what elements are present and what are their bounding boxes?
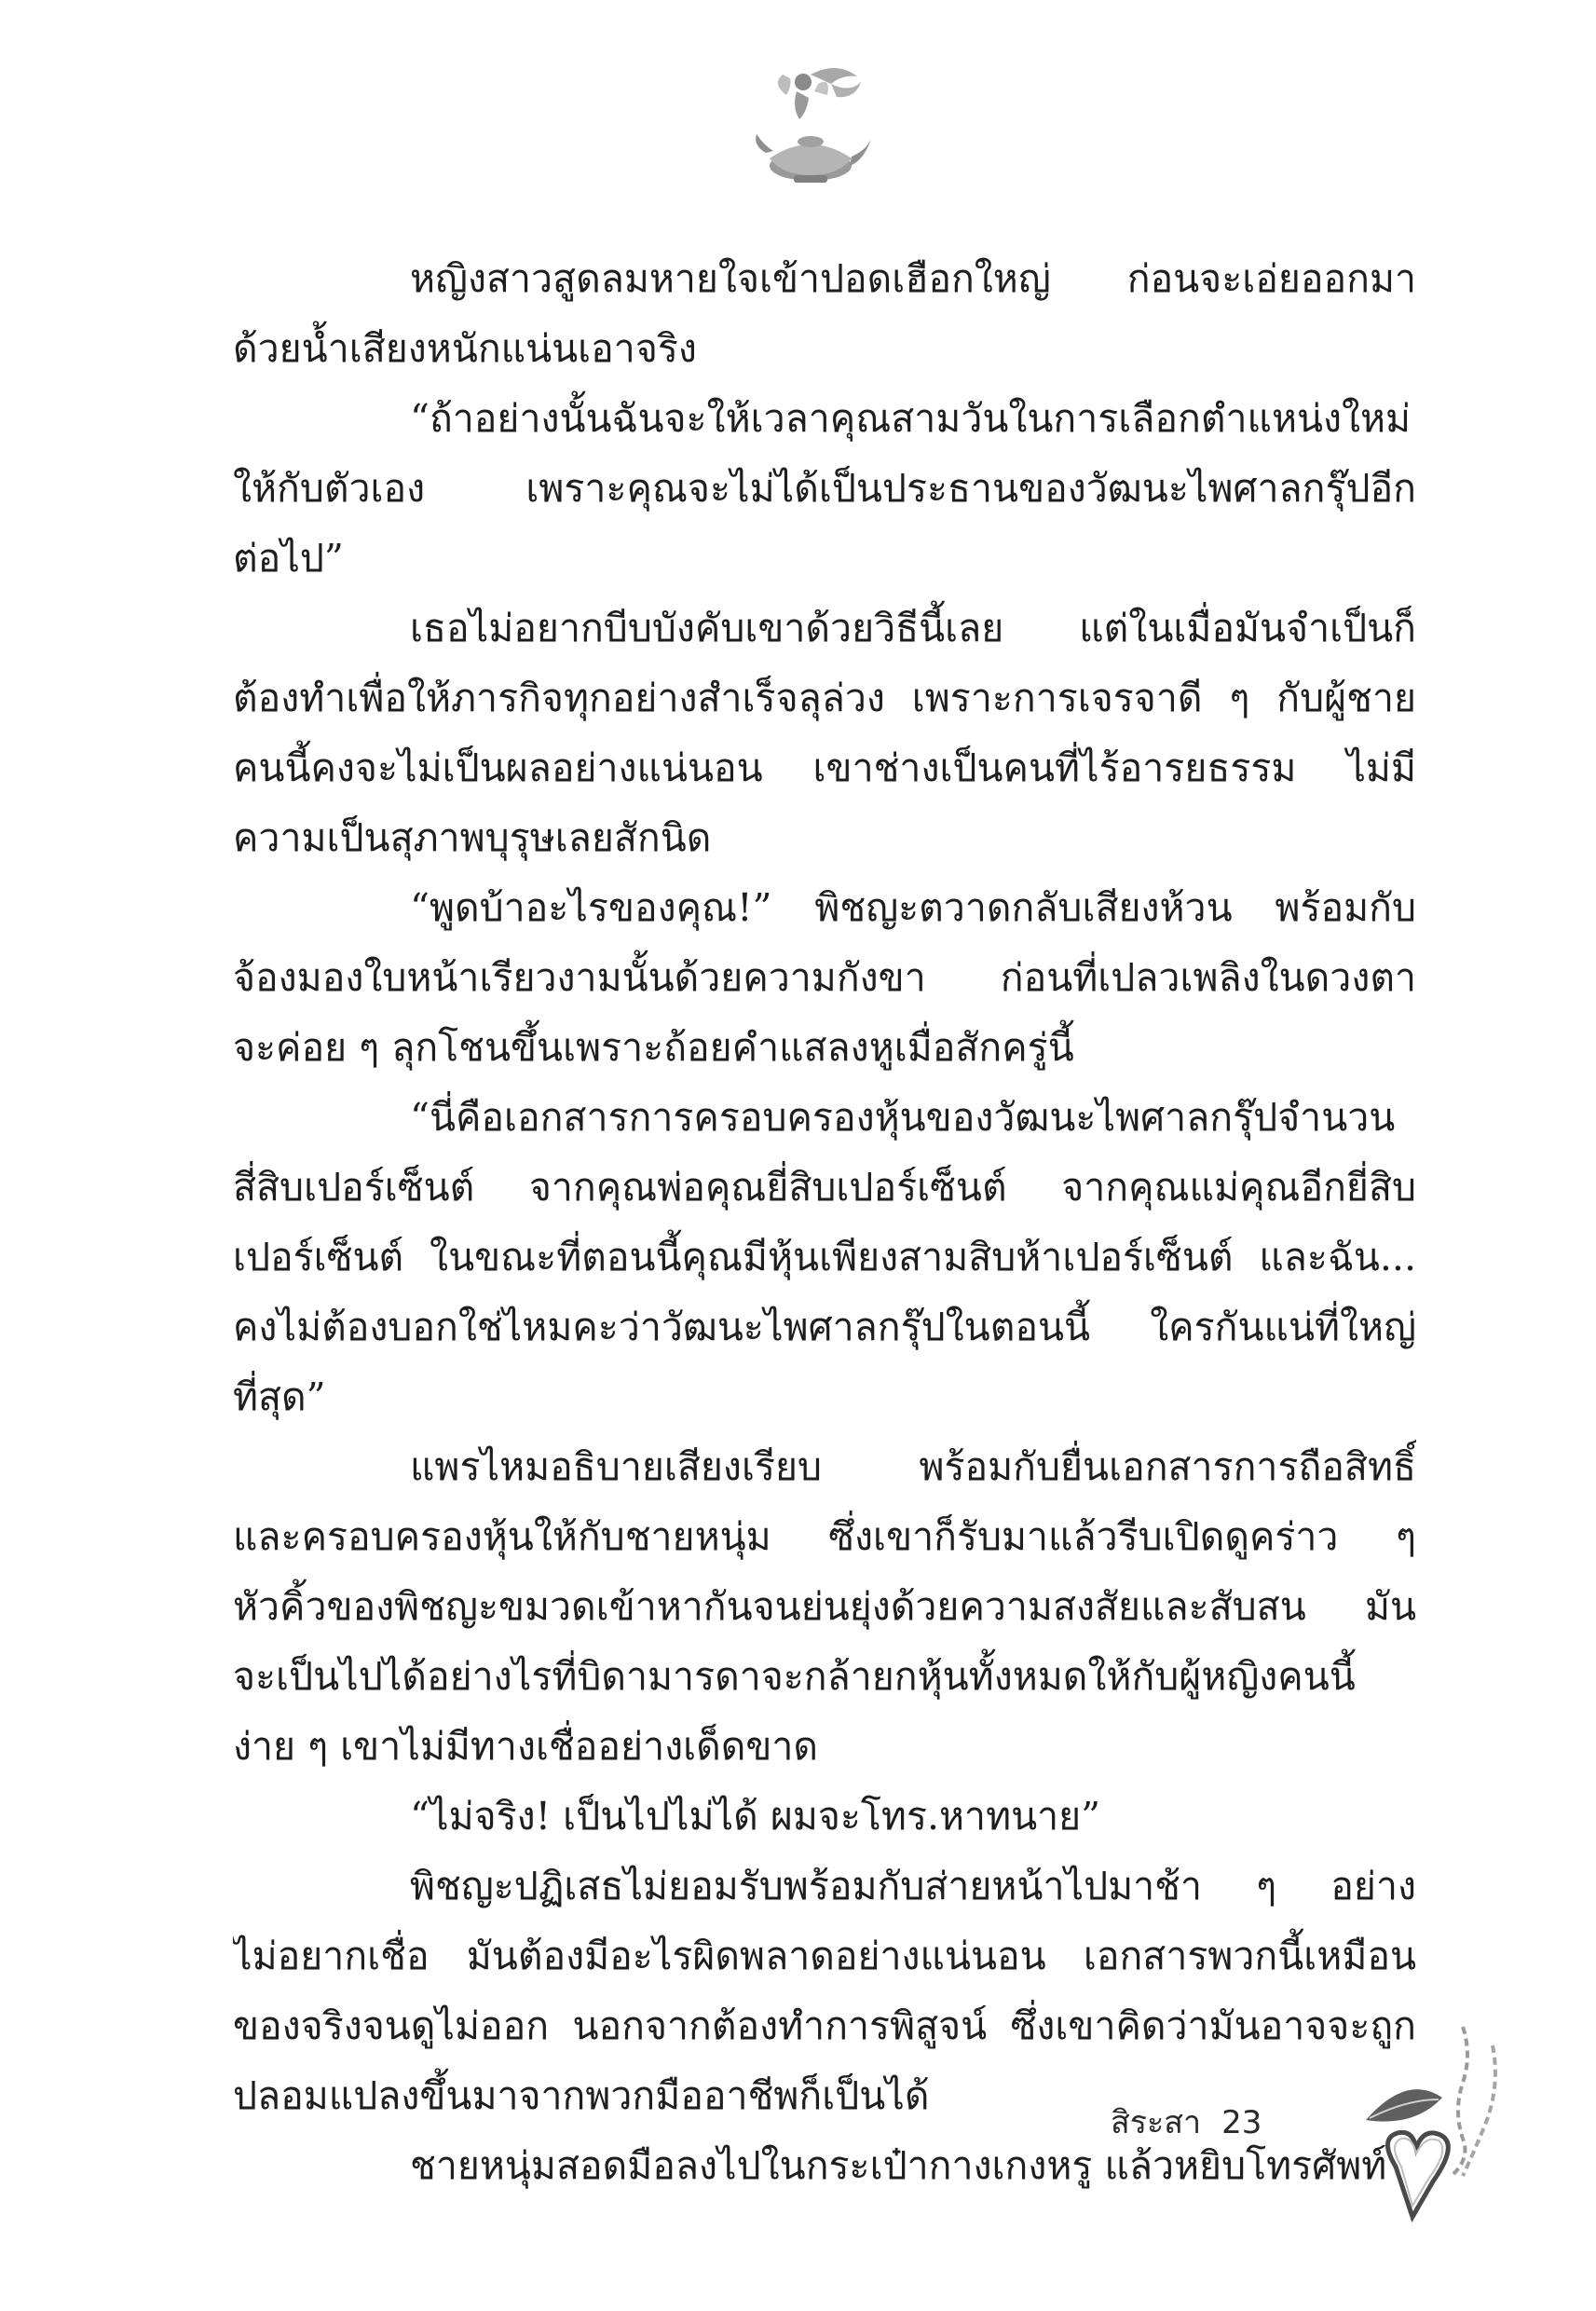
text-line: แพรไหมอธิบายเสียงเรียบ พร้อมกับยื่นเอกสารการถือสิทธิ์ — [410, 1444, 1416, 1489]
text-line: ปลอมแปลงขึ้นมาจากพวกมืออาชีพก็เป็นได้ — [233, 2073, 930, 2118]
text-line: จะค่อย ๆ ลุกโชนขึ้นเพราะถ้อยคำแสลงหูเมื่อสักครู่นี้ — [233, 1025, 1074, 1070]
text-line: ไม่อยากเชื่อ มันต้องมีอะไรผิดพลาดอย่างแน่นอน เอกสารพวกนี้เหมือน — [233, 1934, 1416, 1978]
text-line: “ไม่จริง! เป็นไปไม่ได้ ผมจะโทร.หาทนาย” — [410, 1794, 1101, 1839]
text-line: ง่าย ๆ เขาไม่มีทางเชื่ออย่างเด็ดขาด — [233, 1724, 819, 1769]
text-line: ที่สุด” — [233, 1374, 326, 1419]
text-line: ด้วยน้ำเสียงหนักแน่นเอาจริง — [233, 326, 697, 371]
heart-pendant-ornament-icon — [1323, 2017, 1509, 2250]
text-line: ให้กับตัวเอง เพราะคุณจะไม่ได้เป็นประธานของวัฒนะไพศาลกรุ๊ปอีก — [233, 466, 1416, 511]
text-line: ความเป็นสุภาพบุรุษเลยสักนิด — [233, 815, 712, 860]
text-line: หญิงสาวสูดลมหายใจเข้าปอดเฮือกใหญ่ ก่อนจะเอ่ยออกมา — [410, 256, 1416, 301]
page-number: 23 — [1221, 2104, 1262, 2141]
text-line: “นี่คือเอกสารการครอบครองหุ้นของวัฒนะไพศาลกรุ๊ปจำนวน — [410, 1095, 1396, 1140]
text-line: และครอบครองหุ้นให้กับชายหนุ่ม ซึ่งเขาก็รับมาแล้วรีบเปิดดูคร่าว ๆ — [233, 1514, 1416, 1559]
text-line: ต่อไป” — [233, 536, 344, 581]
text-line: “ถ้าอย่างนั้นฉันจะให้เวลาคุณสามวันในการเลือกตำแหน่งใหม่ — [410, 396, 1412, 441]
text-line: ของจริงจนดูไม่ออก นอกจากต้องทำการพิสูจน์ ซึ่งเขาคิดว่ามันอาจจะถูก — [233, 2003, 1416, 2048]
text-line: “พูดบ้าอะไรของคุณ!” พิชญะตวาดกลับเสียงห้วน พร้อมกับ — [410, 885, 1416, 930]
author-name: สิระสา — [1111, 2104, 1202, 2141]
text-line: คนนี้คงจะไม่เป็นผลอย่างแน่นอน เขาช่างเป็นคนที่ไร้อารยธรรม ไม่มี — [233, 745, 1416, 790]
text-line: จะเป็นไปได้อย่างไรที่บิดามารดาจะกล้ายกหุ้นทั้งหมดให้กับผู้หญิงคนนี้ — [233, 1654, 1356, 1699]
page-footer — [1111, 2097, 1262, 2147]
body-text — [233, 244, 1416, 2201]
text-line: ชายหนุ่มสอดมือลงไปในกระเป๋ากางเกงหรู แล้วหยิบโทรศัพท์ — [410, 2143, 1387, 2188]
cupid-lamp-ornament-icon — [745, 56, 876, 196]
text-line: เปอร์เซ็นต์ ในขณะที่ตอนนี้คุณมีหุ้นเพียงสามสิบห้าเปอร์เซ็นต์ และฉัน... — [233, 1235, 1416, 1279]
text-line: สี่สิบเปอร์เซ็นต์ จากคุณพ่อคุณยี่สิบเปอร์เซ็นต์ จากคุณแม่คุณอีกยี่สิบ — [233, 1165, 1416, 1210]
text-line: เธอไม่อยากบีบบังคับเขาด้วยวิธีนี้เลย แต่ในเมื่อมันจำเป็นก็ — [410, 606, 1416, 650]
text-line: หัวคิ้วของพิชญะขมวดเข้าหากันจนย่นยุ่งด้วยความสงสัยและสับสน มัน — [233, 1584, 1416, 1629]
text-line: คงไม่ต้องบอกใช่ไหมคะว่าวัฒนะไพศาลกรุ๊ปในตอนนี้ ใครกันแน่ที่ใหญ่ — [233, 1305, 1416, 1349]
text-line: จ้องมองใบหน้าเรียวงามนั้นด้วยความกังขา ก่อนที่เปลวเพลิงในดวงตา — [233, 955, 1416, 1000]
text-line: พิชญะปฏิเสธไม่ยอมรับพร้อมกับส่ายหน้าไปมาช้า ๆ อย่าง — [410, 1864, 1416, 1908]
text-line: ต้องทำเพื่อให้ภารกิจทุกอย่างสำเร็จลุล่วง เพราะการเจรจาดี ๆ กับผู้ชาย — [233, 676, 1416, 720]
